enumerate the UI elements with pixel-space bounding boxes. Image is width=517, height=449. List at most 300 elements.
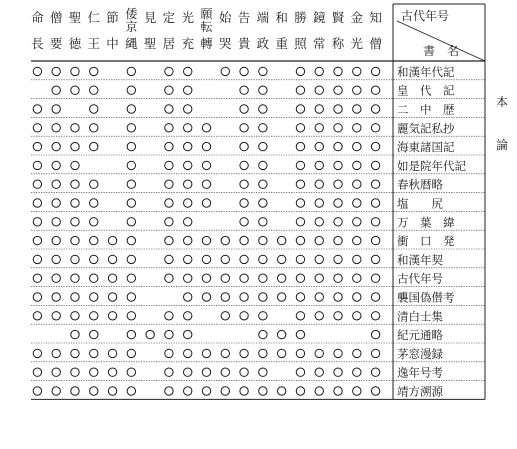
circle-mark — [184, 199, 192, 207]
circle-mark — [33, 199, 41, 207]
circle-mark — [127, 86, 135, 94]
circle-mark — [184, 161, 192, 169]
circle-mark — [221, 236, 229, 244]
era-header-bottom-char: 要 — [49, 36, 63, 51]
era-header-top-char: 賢 — [331, 10, 345, 25]
circle-mark — [127, 161, 135, 169]
book-name: 如是院年代記 — [397, 158, 466, 173]
book-name: 逸年号考 — [397, 365, 443, 380]
era-header-bottom-char: 常 — [312, 36, 326, 51]
circle-mark — [259, 293, 267, 301]
circle-mark — [221, 255, 229, 263]
circle-mark — [52, 387, 60, 395]
circle-mark — [165, 180, 173, 188]
circle-mark — [71, 368, 79, 376]
era-header-top-char: 勝 — [294, 10, 307, 25]
circle-mark — [371, 105, 379, 113]
circle-mark — [334, 368, 342, 376]
era-header-bottom-char: 長 — [31, 36, 44, 51]
circle-mark — [184, 236, 192, 244]
circle-mark — [259, 312, 267, 320]
circle-mark — [71, 67, 79, 75]
circle-mark — [353, 368, 361, 376]
circle-mark — [334, 387, 342, 395]
circle-mark — [52, 293, 60, 301]
circle-mark — [184, 255, 192, 263]
circle-mark — [33, 387, 41, 395]
circle-mark — [52, 274, 60, 282]
circle-mark — [240, 124, 248, 132]
circle-mark — [371, 86, 379, 94]
circle-mark — [296, 312, 304, 320]
circle-mark — [296, 236, 304, 244]
era-header-top-char: 和 — [275, 10, 288, 25]
circle-mark — [334, 293, 342, 301]
circle-mark — [334, 105, 342, 113]
circle-mark — [52, 349, 60, 357]
book-name: 麗気記私抄 — [397, 121, 455, 136]
circle-mark — [296, 180, 304, 188]
circle-mark — [127, 180, 135, 188]
circle-mark — [90, 387, 98, 395]
circle-mark — [165, 236, 173, 244]
circle-mark — [259, 124, 267, 132]
circle-mark — [221, 312, 229, 320]
circle-mark — [90, 67, 98, 75]
circle-mark — [127, 274, 135, 282]
circle-mark — [202, 368, 210, 376]
circle-mark — [240, 236, 248, 244]
circle-mark — [90, 274, 98, 282]
circle-mark — [353, 218, 361, 226]
circle-mark — [71, 161, 79, 169]
circle-mark — [240, 180, 248, 188]
circle-mark — [259, 161, 267, 169]
era-header-bottom-char: 照 — [294, 36, 307, 51]
circle-mark — [334, 312, 342, 320]
circle-mark — [371, 142, 379, 150]
circle-mark — [52, 218, 60, 226]
circle-mark — [52, 236, 60, 244]
era-header-top-char: 定 — [162, 10, 176, 25]
book-name: 衝 口 発 — [397, 234, 455, 249]
circle-mark — [71, 199, 79, 207]
circle-mark — [127, 387, 135, 395]
circle-mark — [90, 142, 98, 150]
circle-mark — [371, 218, 379, 226]
circle-mark — [334, 349, 342, 357]
circle-mark — [127, 105, 135, 113]
circle-mark — [90, 105, 98, 113]
circle-mark — [165, 368, 173, 376]
circle-mark — [334, 180, 342, 188]
era-header-top-char: 命 — [31, 10, 44, 25]
book-name: 古代年号 — [397, 271, 443, 286]
circle-mark — [371, 199, 379, 207]
circle-mark — [240, 86, 248, 94]
book-name: 襲国偽僣考 — [397, 290, 455, 305]
circle-mark — [221, 67, 229, 75]
book-name: 二 中 歴 — [397, 102, 455, 117]
circle-mark — [71, 86, 79, 94]
circle-mark — [334, 67, 342, 75]
circle-mark — [315, 67, 323, 75]
circle-mark — [108, 312, 116, 320]
circle-mark — [334, 199, 342, 207]
circle-mark — [202, 349, 210, 357]
circle-mark — [259, 236, 267, 244]
book-name: 皇 代 記 — [397, 83, 455, 98]
circle-mark — [277, 236, 285, 244]
circle-mark — [33, 218, 41, 226]
circle-mark — [90, 86, 98, 94]
circle-mark — [371, 67, 379, 75]
era-header-bottom-char: 轉 — [200, 36, 213, 51]
circle-mark — [33, 180, 41, 188]
circle-mark — [240, 293, 248, 301]
circle-mark — [353, 105, 361, 113]
circle-mark — [240, 255, 248, 263]
era-header-top-char: 転 — [200, 20, 213, 34]
circle-mark — [71, 274, 79, 282]
circle-mark — [296, 86, 304, 94]
circle-mark — [90, 293, 98, 301]
circle-mark — [371, 236, 379, 244]
circle-mark — [296, 161, 304, 169]
era-header-top-char: 願 — [200, 7, 213, 21]
circle-mark — [71, 124, 79, 132]
circle-mark — [90, 218, 98, 226]
circle-mark — [71, 180, 79, 188]
circle-mark — [353, 293, 361, 301]
circle-mark — [259, 199, 267, 207]
circle-mark — [33, 142, 41, 150]
circle-mark — [71, 349, 79, 357]
circle-mark — [90, 180, 98, 188]
corner-label-book-names: 書 名 — [422, 44, 460, 58]
circle-mark — [90, 368, 98, 376]
era-header-top-char: 告 — [237, 10, 251, 25]
circle-mark — [108, 274, 116, 282]
circle-mark — [184, 293, 192, 301]
circle-mark — [371, 255, 379, 263]
era-header-bottom-char: 貴 — [237, 36, 251, 51]
circle-mark — [334, 218, 342, 226]
era-header-top-char: 知 — [369, 10, 382, 25]
circle-mark — [353, 255, 361, 263]
circle-mark — [259, 105, 267, 113]
era-header-top-char: 節 — [106, 10, 119, 25]
circle-mark — [315, 180, 323, 188]
circle-mark — [334, 274, 342, 282]
circle-mark — [184, 142, 192, 150]
circle-mark — [296, 124, 304, 132]
circle-mark — [240, 274, 248, 282]
era-header-top-char: 聖 — [68, 10, 82, 25]
circle-mark — [296, 142, 304, 150]
book-name: 靖方溯源 — [397, 384, 443, 399]
book-name: 和漢年契 — [397, 252, 443, 267]
era-header-bottom-char: 哭 — [219, 36, 232, 51]
circle-mark — [277, 255, 285, 263]
circle-mark — [353, 142, 361, 150]
circle-mark — [33, 161, 41, 169]
circle-mark — [277, 330, 285, 338]
circle-mark — [127, 124, 135, 132]
book-name: 万 葉 緯 — [397, 215, 455, 230]
circle-mark — [296, 330, 304, 338]
circle-mark — [353, 349, 361, 357]
circle-mark — [52, 180, 60, 188]
circle-mark — [371, 293, 379, 301]
circle-mark — [296, 368, 304, 376]
circle-mark — [240, 349, 248, 357]
circle-mark — [259, 330, 267, 338]
circle-mark — [202, 199, 210, 207]
circle-mark — [353, 124, 361, 132]
era-header-bottom-char: 中 — [106, 36, 119, 51]
era-header-bottom-char: 居 — [162, 36, 176, 51]
circle-mark — [334, 255, 342, 263]
circle-mark — [127, 330, 135, 338]
book-name: 茅窓漫録 — [397, 346, 443, 361]
circle-mark — [108, 236, 116, 244]
circle-mark — [353, 274, 361, 282]
circle-mark — [259, 180, 267, 188]
circle-mark — [259, 86, 267, 94]
circle-mark — [202, 293, 210, 301]
circle-mark — [71, 255, 79, 263]
circle-mark — [334, 86, 342, 94]
circle-mark — [277, 293, 285, 301]
circle-mark — [315, 105, 323, 113]
circle-mark — [52, 255, 60, 263]
circle-mark — [202, 180, 210, 188]
circle-mark — [296, 105, 304, 113]
circle-mark — [52, 105, 60, 113]
circle-mark — [296, 387, 304, 395]
circle-mark — [315, 86, 323, 94]
era-header-top-char: 僧 — [49, 10, 63, 25]
circle-mark — [108, 349, 116, 357]
circle-mark — [165, 387, 173, 395]
side-label-hon: 本 — [496, 95, 509, 109]
circle-mark — [71, 142, 79, 150]
era-header-bottom-char: 政 — [256, 36, 270, 51]
circle-mark — [259, 387, 267, 395]
circle-mark — [259, 218, 267, 226]
circle-mark — [240, 199, 248, 207]
circle-mark — [90, 124, 98, 132]
era-header-top-char: 始 — [219, 10, 232, 25]
era-header-bottom-char: 聖 — [143, 36, 157, 51]
circle-mark — [127, 218, 135, 226]
circle-mark — [315, 161, 323, 169]
circle-mark — [33, 368, 41, 376]
circle-mark — [353, 180, 361, 188]
circle-mark — [353, 67, 361, 75]
circle-mark — [259, 255, 267, 263]
book-name: 春秋暦略 — [397, 177, 443, 192]
circle-mark — [33, 349, 41, 357]
circle-mark — [240, 105, 248, 113]
circle-mark — [184, 330, 192, 338]
circle-mark — [296, 349, 304, 357]
circle-mark — [184, 312, 192, 320]
circle-mark — [296, 218, 304, 226]
circle-mark — [296, 293, 304, 301]
circle-mark — [353, 161, 361, 169]
circle-mark — [315, 199, 323, 207]
circle-mark — [202, 274, 210, 282]
circle-mark — [184, 349, 192, 357]
circle-mark — [371, 330, 379, 338]
era-header-top-char: 光 — [181, 10, 194, 25]
circle-mark — [277, 274, 285, 282]
circle-mark — [90, 199, 98, 207]
circle-mark — [127, 312, 135, 320]
era-header-top-char: 金 — [350, 10, 364, 25]
circle-mark — [240, 142, 248, 150]
circle-mark — [259, 274, 267, 282]
circle-mark — [52, 142, 60, 150]
era-header-top-char: 見 — [143, 10, 157, 25]
era-header-bottom-char: 僧 — [369, 36, 382, 51]
book-name: 紀元通略 — [397, 328, 443, 343]
era-header-bottom-char: 光 — [350, 36, 364, 51]
circle-mark — [146, 330, 154, 338]
circle-mark — [259, 349, 267, 357]
circle-mark — [127, 199, 135, 207]
circle-mark — [108, 368, 116, 376]
circle-mark — [33, 312, 41, 320]
circle-mark — [202, 124, 210, 132]
circle-mark — [165, 124, 173, 132]
circle-mark — [127, 293, 135, 301]
circle-mark — [165, 105, 173, 113]
circle-mark — [52, 86, 60, 94]
circle-mark — [202, 161, 210, 169]
circle-mark — [315, 349, 323, 357]
circle-mark — [71, 387, 79, 395]
circle-mark — [221, 293, 229, 301]
circle-mark — [52, 312, 60, 320]
circle-mark — [296, 67, 304, 75]
corner-label-era-names: 古代年号 — [400, 9, 450, 23]
circle-mark — [52, 124, 60, 132]
circle-mark — [353, 312, 361, 320]
circle-mark — [127, 349, 135, 357]
circle-mark — [71, 236, 79, 244]
circle-mark — [165, 330, 173, 338]
circle-mark — [371, 387, 379, 395]
circle-mark — [240, 312, 248, 320]
circle-mark — [108, 293, 116, 301]
circle-mark — [334, 142, 342, 150]
circle-mark — [33, 105, 41, 113]
circle-mark — [353, 387, 361, 395]
circle-mark — [315, 274, 323, 282]
circle-mark — [165, 218, 173, 226]
circle-mark — [52, 161, 60, 169]
circle-mark — [315, 236, 323, 244]
book-name: 清白士集 — [397, 309, 443, 324]
era-header-top-char: 倭 — [125, 7, 138, 21]
circle-mark — [71, 218, 79, 226]
circle-mark — [371, 180, 379, 188]
circle-mark — [315, 312, 323, 320]
circle-mark — [353, 86, 361, 94]
circle-mark — [165, 274, 173, 282]
circle-mark — [296, 199, 304, 207]
circle-mark — [90, 312, 98, 320]
circle-mark — [33, 236, 41, 244]
book-name: 和漢年代記 — [397, 64, 455, 79]
circle-mark — [52, 368, 60, 376]
circle-mark — [184, 105, 192, 113]
circle-mark — [334, 236, 342, 244]
circle-mark — [52, 199, 60, 207]
circle-mark — [240, 67, 248, 75]
circle-mark — [259, 368, 267, 376]
circle-mark — [33, 255, 41, 263]
circle-mark — [221, 387, 229, 395]
circle-mark — [184, 368, 192, 376]
circle-mark — [127, 255, 135, 263]
era-header-bottom-char: 充 — [181, 36, 194, 51]
circle-mark — [127, 236, 135, 244]
circle-mark — [165, 161, 173, 169]
circle-mark — [184, 387, 192, 395]
circle-mark — [71, 312, 79, 320]
circle-mark — [277, 349, 285, 357]
circle-mark — [315, 255, 323, 263]
circle-mark — [371, 274, 379, 282]
circle-mark — [334, 124, 342, 132]
circle-mark — [259, 67, 267, 75]
circle-mark — [315, 142, 323, 150]
circle-mark — [315, 293, 323, 301]
circle-mark — [353, 236, 361, 244]
circle-mark — [108, 255, 116, 263]
circle-mark — [127, 368, 135, 376]
book-name: 塩 尻 — [397, 196, 443, 211]
circle-mark — [371, 312, 379, 320]
circle-mark — [296, 255, 304, 263]
era-header-bottom-char: 縄 — [125, 36, 138, 51]
circle-mark — [108, 387, 116, 395]
circle-mark — [315, 368, 323, 376]
circle-mark — [371, 349, 379, 357]
era-header-bottom-char: 重 — [275, 36, 288, 51]
circle-mark — [240, 218, 248, 226]
circle-mark — [33, 293, 41, 301]
circle-mark — [165, 142, 173, 150]
era-header-top-char: 仁 — [87, 10, 101, 25]
circle-mark — [90, 236, 98, 244]
circle-mark — [33, 67, 41, 75]
era-header-top-char: 端 — [256, 10, 270, 25]
circle-mark — [371, 161, 379, 169]
book-name: 海東諸国記 — [397, 140, 455, 155]
circle-mark — [221, 274, 229, 282]
circle-mark — [71, 293, 79, 301]
circle-mark — [259, 142, 267, 150]
circle-mark — [165, 255, 173, 263]
circle-mark — [221, 368, 229, 376]
circle-mark — [184, 218, 192, 226]
circle-mark — [221, 349, 229, 357]
